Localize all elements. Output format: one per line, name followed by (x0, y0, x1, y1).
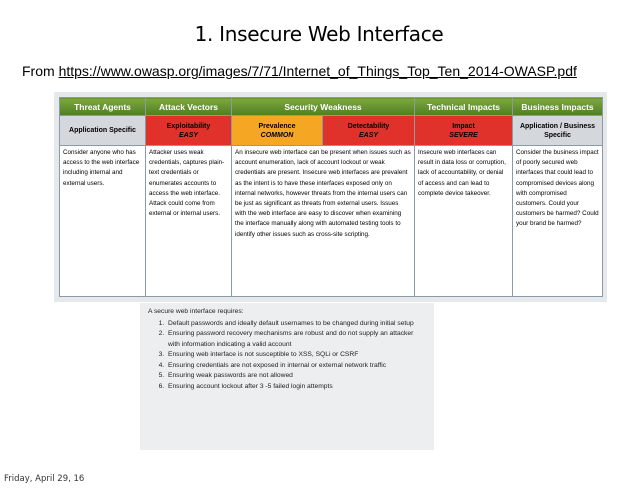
requirements-list (148, 319, 426, 393)
slide-title: 1. Insecure Web Interface (194, 22, 444, 46)
list-item: 5. Ensuring weak passwords are not allowed (166, 371, 426, 382)
header-technical-impacts: Technical Impacts (415, 98, 513, 116)
subheader-detectability (323, 116, 415, 146)
header-business-impacts: Business Impacts (513, 98, 603, 116)
source-prefix: From (22, 63, 59, 79)
list-item: 4. Ensuring credentials are not exposed in internal or external network traffic (166, 361, 426, 372)
list-item: 1. Default passwords and ideally default usernames to be changed during initial setup (166, 319, 426, 330)
cell-technical-impacts: Insecure web interfaces can result in data loss or corruption, lack of accountability, or denial of access and can lead to complete device takeover. (415, 146, 513, 297)
subheader-application-specific: Application Specific (60, 116, 146, 146)
header-attack-vectors: Attack Vectors (146, 98, 232, 116)
detectability-rating: EASY (358, 131, 379, 139)
requirements-box (140, 303, 434, 450)
cell-threat-agents: Consider anyone who has access to the web interface including internal and external users. (60, 146, 146, 297)
exploitability-label: Exploitability (166, 122, 211, 130)
owasp-risk-table-image (54, 92, 607, 302)
impact-rating: SEVERE (449, 131, 478, 139)
source-link[interactable]: https://www.owasp.org/images/7/71/Internet_of_Things_Top_Ten_2014-OWASP.pdf (58, 63, 577, 79)
list-item: 3. Ensuring web interface is not susceptible to XSS, SQLi or CSRF (166, 350, 426, 361)
requirements-heading: A secure web interface requires: (148, 308, 244, 315)
exploitability-rating: EASY (178, 131, 199, 139)
footer-date: Friday, April 29, 16 (4, 474, 85, 484)
source-line (22, 63, 577, 79)
list-item: 2. Ensuring password recovery mechanisms are robust and do not supply an attacker with information indicating a valid account (166, 329, 426, 350)
prevalence-rating: COMMON (260, 131, 294, 139)
subheader-exploitability (146, 116, 232, 146)
list-item: 6. Ensuring account lockout after 3 -5 failed login attempts (166, 382, 426, 393)
impact-label: Impact (452, 122, 475, 130)
subheader-impact (415, 116, 513, 146)
owasp-risk-table (59, 97, 603, 297)
cell-attack-vectors: Attacker uses weak credentials, captures plain-text credentials or enumerates accounts to access the web interface. Attack could come from external or internal users. (146, 146, 232, 297)
cell-business-impacts: Consider the business impact of poorly secured web interfaces that could lead to compromised devices along with compromised customers. Could your customers be harmed? Could your brand be harmed? (513, 146, 603, 297)
header-threat-agents: Threat Agents (60, 98, 146, 116)
header-security-weakness: Security Weakness (232, 98, 415, 116)
subheader-business-specific: Application / Business Specific (513, 116, 603, 146)
prevalence-label: Prevalence (258, 122, 296, 130)
subheader-prevalence (232, 116, 323, 146)
detectability-label: Detectability (347, 122, 390, 130)
cell-security-weakness: An insecure web interface can be present when issues such as account enumeration, lack of account lockout or weak credentials are present. Insecure web interfaces are prevalent as the intent is to have these interfaces exposed only on internal networks, however threats from the internal users can be just as significant as threats from external users. Issues with the web interface are easy to discover when examining the interface manually along with automated testing tools to identify other issues such as cross-site scripting. (232, 146, 415, 297)
